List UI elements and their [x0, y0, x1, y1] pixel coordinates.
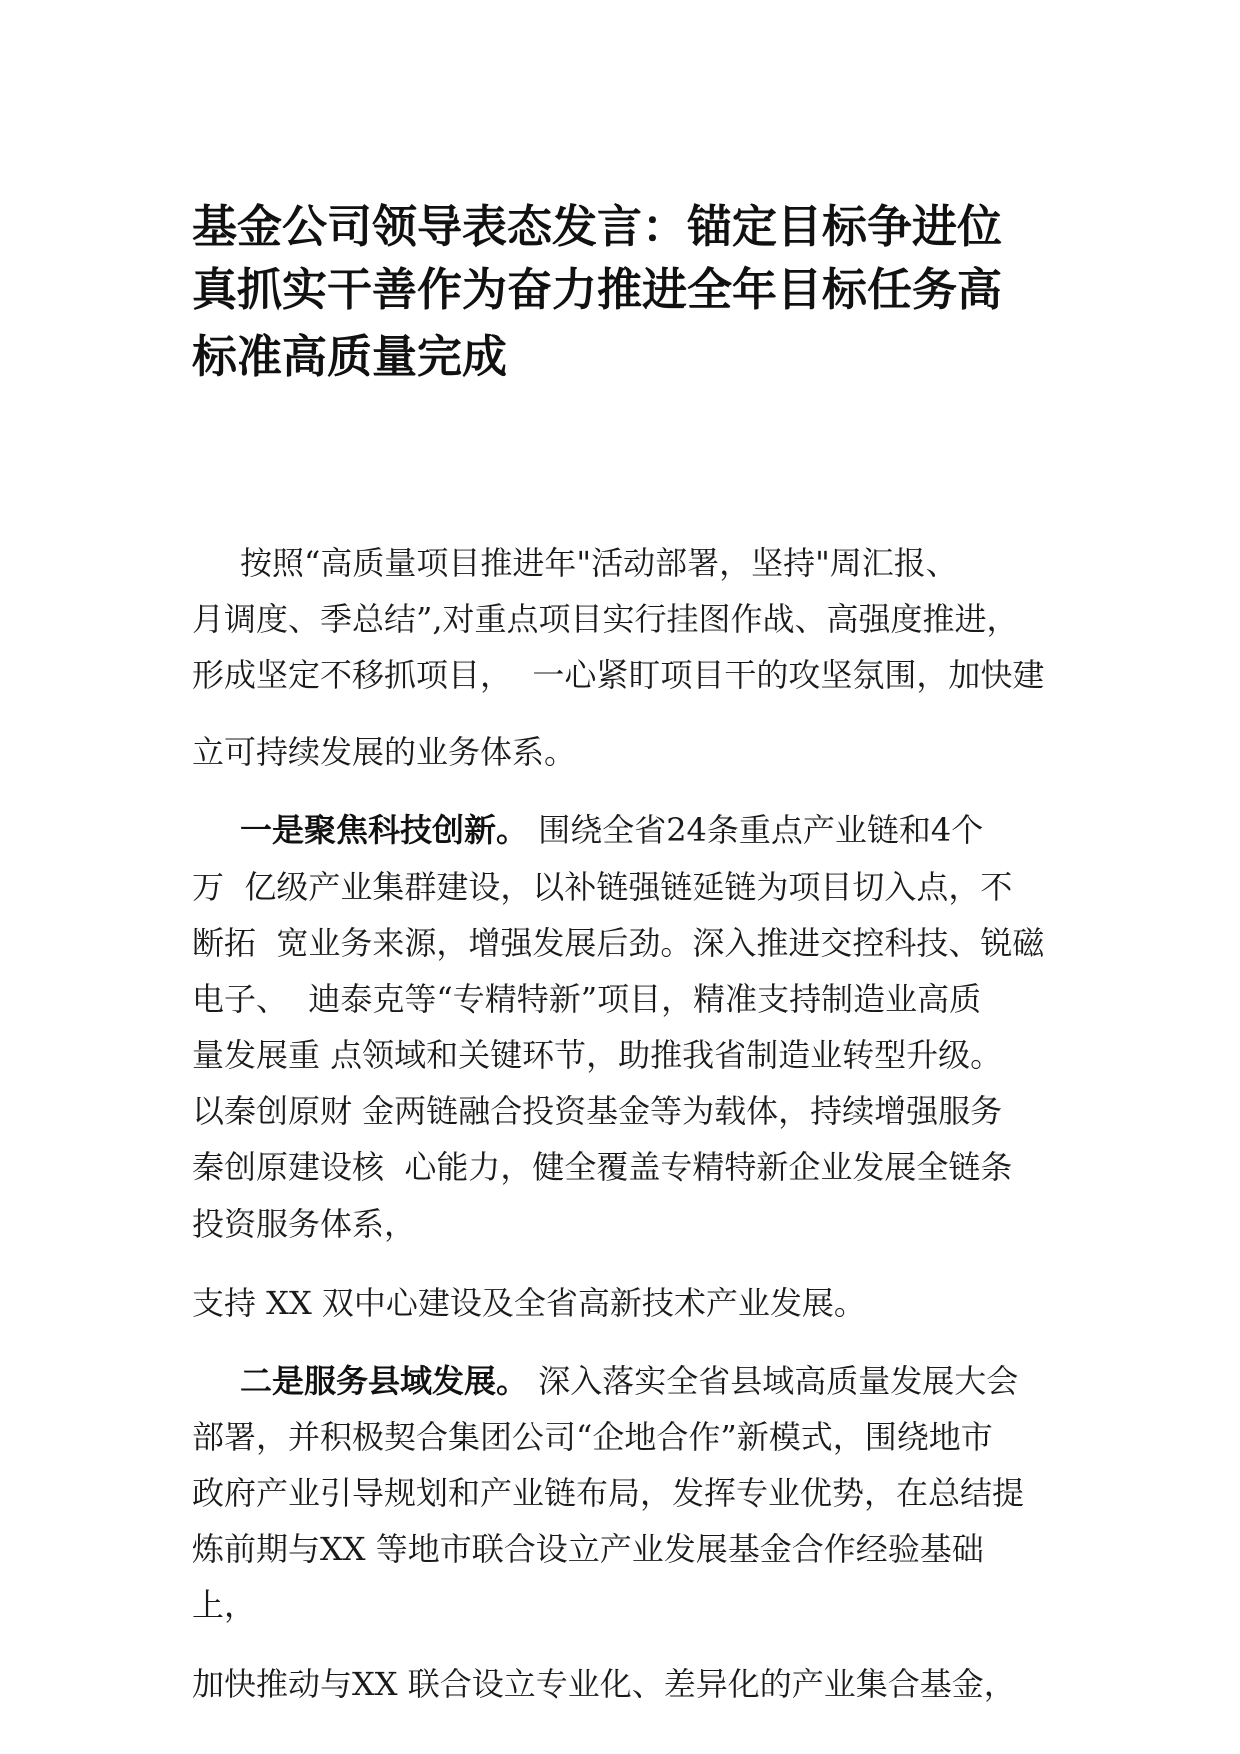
section-1-first-line	[192, 805, 983, 851]
document-title	[192, 195, 1072, 388]
title-line-3: 标准高质量完成	[192, 330, 508, 383]
section-2-line-5: 上，	[192, 1586, 257, 1624]
section-2-first-line	[192, 1356, 1018, 1402]
section-1-line-7: 秦创原建设核 心能力，健全覆盖专精特新企业发展全链条	[192, 1148, 1013, 1186]
section-1-line-6: 以秦创原财 金两链融合投资基金等为载体，持续增强服务	[192, 1092, 1003, 1130]
section-2-line-4: 炼前期与XX 等地市联合设立产业发展基金合作经验基础	[192, 1530, 984, 1568]
section-2-first-line-text: 深入落实全省县域高质量发展大会	[528, 1362, 1019, 1400]
section-1-after-line: 支持 XX 双中心建设及全省高新技术产业发展。	[192, 1284, 866, 1322]
section-1-first-line-text: 围绕全省24条重点产业链和4个	[528, 811, 984, 849]
section-2-heading: 二是服务县域发展。	[240, 1362, 529, 1400]
section-1-line-2: 万 亿级产业集群建设，以补链强链延链为项目切入点，不	[192, 868, 1013, 906]
intro-line-4: 立可持续发展的业务体系。	[192, 733, 577, 771]
section-1-line-5: 量发展重 点领域和关键环节，助推我省制造业转型升级。	[192, 1036, 1003, 1074]
intro-line-3: 形成坚定不移抓项目， 一心紧盯项目干的攻坚氛围，加快建	[192, 656, 1045, 694]
section-1-line-3: 断拓 宽业务来源，增强发展后劲。深入推进交控科技、锐磁	[192, 924, 1045, 962]
section-2-line-2: 部署，并积极契合集团公司“企地合作”新模式，围绕地市	[192, 1418, 993, 1456]
title-line-1: 基金公司领导表态发言：锚定目标争进位	[192, 200, 1003, 253]
section-2-line-3: 政府产业引导规划和产业链布局，发挥专业优势，在总结提	[192, 1474, 1025, 1512]
section-1-heading: 一是聚焦科技创新。	[240, 811, 529, 849]
section-2-after-line: 加快推动与XX 联合设立专业化、差异化的产业集合基金，	[192, 1665, 1016, 1703]
intro-line-1: 按照“高质量项目推进年"活动部署，坚持"周汇报、	[240, 544, 958, 582]
section-1-line-4: 电子、 迪泰克等“专精特新”项目，精准支持制造业高质	[192, 980, 982, 1018]
section-1-line-8: 投资服务体系，	[192, 1205, 417, 1243]
intro-line-2: 月调度、季总结”,对重点项目实行挂图作战、高强度推进，	[192, 600, 1019, 638]
title-line-2: 真抓实干善作为奋力推进全年目标任务高	[192, 263, 1003, 316]
